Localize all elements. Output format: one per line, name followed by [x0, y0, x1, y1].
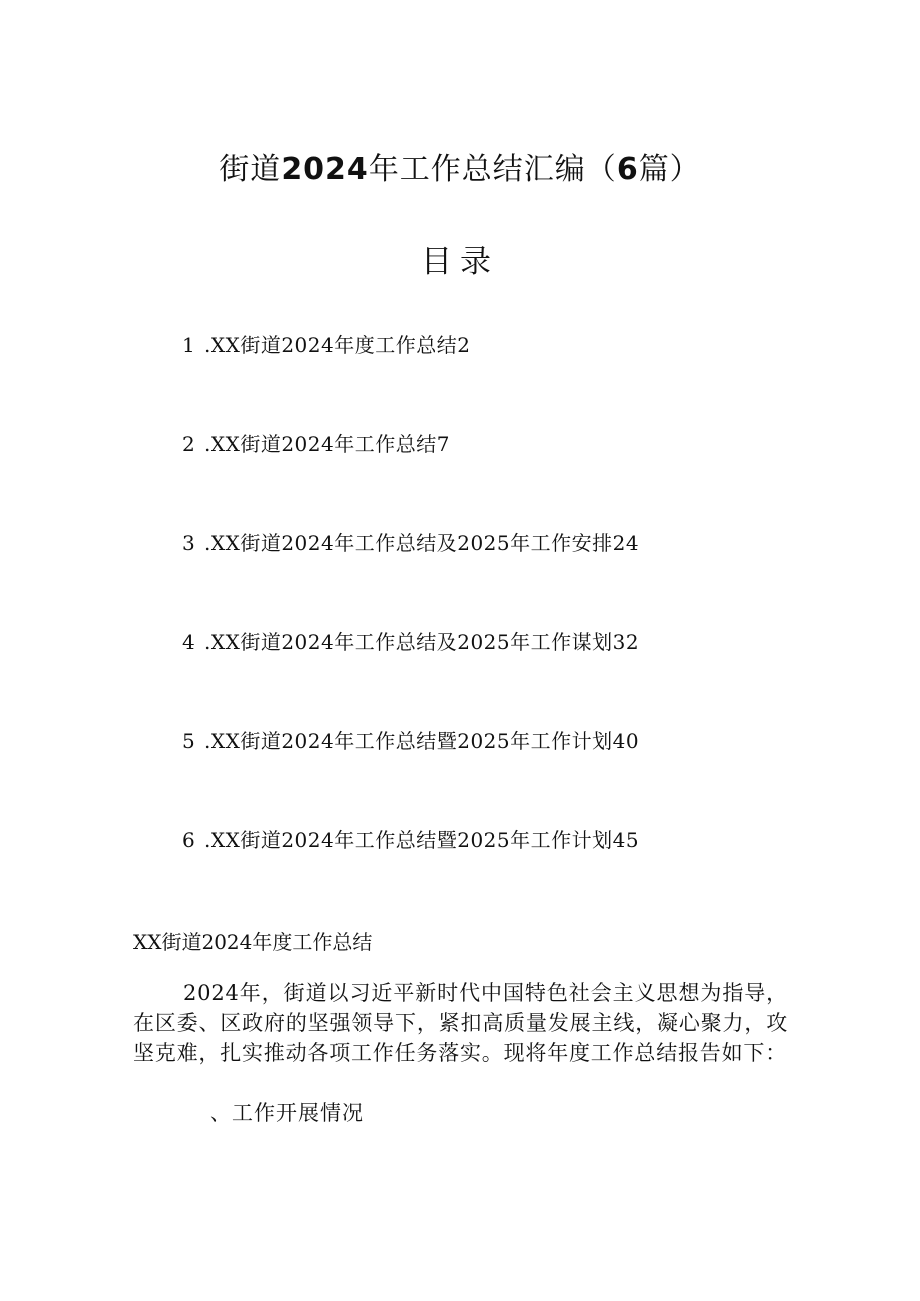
- toc-item-5[interactable]: [182, 727, 639, 755]
- section-title: XX街道2024年度工作总结: [133, 930, 373, 954]
- toc-item-number: 6: [182, 828, 196, 852]
- toc-item-6[interactable]: [182, 826, 639, 854]
- title-year: 2024: [281, 152, 369, 187]
- subheading: 、工作开展情况: [210, 1101, 364, 1125]
- toc-item-text: .XX街道2024年工作总结7: [204, 432, 450, 456]
- toc-item-text: .XX街道2024年工作总结及2025年工作谋划32: [204, 630, 640, 654]
- toc-item-3[interactable]: [182, 529, 639, 557]
- toc-heading: 目录: [421, 244, 499, 280]
- intro-paragraph: 2024年，街道以习近平新时代中国特色社会主义思想为指导，在区委、区政府的坚强领导下，紧扣高质量发展主线，凝心聚力，攻坚克难，扎实推动各项工作任务落实。现将年度工作总结报告如下：: [133, 981, 788, 1065]
- toc-item-number: 1: [182, 333, 196, 357]
- toc-item-number: 2: [182, 432, 196, 456]
- title-prefix: 街道: [219, 152, 282, 187]
- toc-item-text: .XX街道2024年工作总结及2025年工作安排24: [204, 531, 640, 555]
- toc-item-text: .XX街道2024年工作总结暨2025年工作计划45: [204, 828, 640, 852]
- document-title: [0, 148, 920, 192]
- toc-item-4[interactable]: [182, 628, 639, 656]
- toc-item-2[interactable]: [182, 430, 450, 458]
- title-mid: 年工作总结汇编（: [368, 152, 617, 187]
- toc-item-text: .XX街道2024年度工作总结2: [204, 333, 471, 357]
- toc-item-number: 3: [182, 531, 196, 555]
- title-suffix: 篇）: [638, 152, 701, 187]
- toc-item-number: 5: [182, 729, 196, 753]
- toc-item-text: .XX街道2024年工作总结暨2025年工作计划40: [204, 729, 640, 753]
- toc-item-number: 4: [182, 630, 196, 654]
- toc-item-1[interactable]: [182, 331, 470, 359]
- title-count: 6: [616, 152, 639, 187]
